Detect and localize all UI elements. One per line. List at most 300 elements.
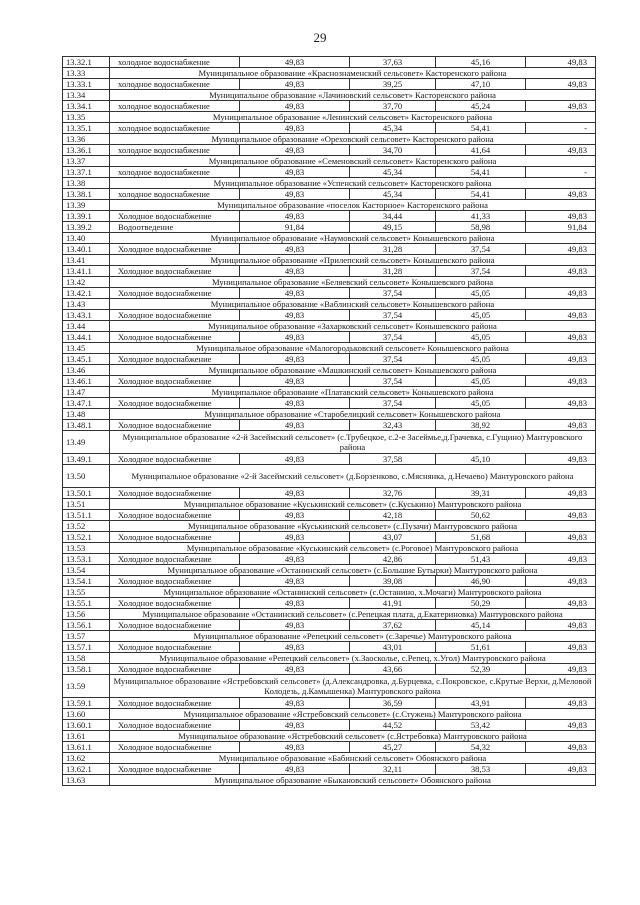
value-3: 54,32 (436, 742, 526, 753)
table-row (63, 101, 596, 112)
municipality-title: Муниципальное образование «Ленинский сельсовет» Касторенского района (110, 112, 596, 123)
municipality-title: Муниципальное образование «Машкинский сельсовет» Конышевского района (110, 365, 596, 376)
value-3: 52,39 (436, 664, 526, 675)
service-name: Холодное водоснабжение (110, 488, 240, 499)
value-3: 46,90 (436, 576, 526, 587)
service-name: Холодное водоснабжение (110, 598, 240, 609)
table-row (63, 354, 596, 365)
row-number: 13.47 (63, 387, 110, 398)
value-1: 49,83 (240, 101, 350, 112)
service-name: Холодное водоснабжение (110, 642, 240, 653)
value-1: 49,83 (240, 79, 350, 90)
value-1: 49,83 (240, 664, 350, 675)
municipality-title: Муниципальное образование «Ястребовский сельсовет» (д.Александровка, д.Бурцевка, с.Покровское, с.Крутые Верхи, д.Меловой Колодезь, д.Камышенка) Мантуровского района (110, 675, 596, 698)
value-1: 49,83 (240, 620, 350, 631)
value-4: 49,83 (526, 620, 596, 631)
value-2: 44,52 (350, 720, 436, 731)
table-row (63, 642, 596, 653)
value-1: 49,83 (240, 398, 350, 409)
section-title-row (63, 431, 596, 454)
row-number: 13.56.1 (63, 620, 110, 631)
value-4: 49,83 (526, 266, 596, 277)
row-number: 13.50 (63, 465, 110, 488)
section-title-row (63, 299, 596, 310)
value-3: 37,54 (436, 244, 526, 255)
value-2: 42,86 (350, 554, 436, 565)
value-2: 37,54 (350, 398, 436, 409)
row-number: 13.55 (63, 587, 110, 598)
service-name: Холодное водоснабжение (110, 532, 240, 543)
service-name: Холодное водоснабжение (110, 576, 240, 587)
value-1: 49,83 (240, 57, 350, 68)
municipality-title: Муниципальное образование «Быкановский сельсовет» Обоянского района (110, 775, 596, 786)
value-3: 53,42 (436, 720, 526, 731)
municipality-title: Муниципальное образование «Ваблинский сельсовет» Конышевского района (110, 299, 596, 310)
value-1: 49,83 (240, 642, 350, 653)
section-title-row (63, 609, 596, 620)
value-2: 45,27 (350, 742, 436, 753)
row-number: 13.53 (63, 543, 110, 554)
table-row (63, 398, 596, 409)
value-4: 49,83 (526, 576, 596, 587)
value-4: 49,83 (526, 664, 596, 675)
municipality-title: Муниципальное образование «Репецкий сельсовет» (х.Заоскольe, с.Репец, х.Угол) Мантуровского района (110, 653, 596, 664)
service-name: холодное водоснабжение (110, 167, 240, 178)
municipality-title: Муниципальное образование «поселок Касторное» Касторенского района (110, 200, 596, 211)
table-row (63, 698, 596, 709)
table-row (63, 488, 596, 499)
value-4: 91,84 (526, 222, 596, 233)
value-4: 49,83 (526, 488, 596, 499)
row-number: 13.32.1 (63, 57, 110, 68)
service-name: Холодное водоснабжение (110, 764, 240, 775)
value-3: 45,05 (436, 310, 526, 321)
value-4: 49,83 (526, 420, 596, 431)
row-number: 13.60 (63, 709, 110, 720)
row-number: 13.57 (63, 631, 110, 642)
value-2: 45,34 (350, 189, 436, 200)
municipality-title: Муниципальное образование «Останинский сельсовет» (с.Большие Бутырки) Мантуровского района (110, 565, 596, 576)
municipality-title: Муниципальное образование «Репецкий сельсовет» (с.Заречье) Мантуровского района (110, 631, 596, 642)
row-number: 13.35 (63, 112, 110, 123)
table-row (63, 420, 596, 431)
value-3: 45,05 (436, 376, 526, 387)
row-number: 13.38.1 (63, 189, 110, 200)
service-name: Холодное водоснабжение (110, 376, 240, 387)
service-name: Холодное водоснабжение (110, 288, 240, 299)
value-3: 45,05 (436, 288, 526, 299)
value-3: 50,62 (436, 510, 526, 521)
value-4: 49,83 (526, 288, 596, 299)
value-1: 49,83 (240, 454, 350, 465)
row-number: 13.62 (63, 753, 110, 764)
service-name: Холодное водоснабжение (110, 554, 240, 565)
row-number: 13.35.1 (63, 123, 110, 134)
row-number: 13.34.1 (63, 101, 110, 112)
value-3: 41,33 (436, 211, 526, 222)
row-number: 13.37 (63, 156, 110, 167)
value-2: 45,34 (350, 167, 436, 178)
municipality-title: Муниципальное образование «2-й Засеймский сельсовет» (с.Трубецкое, с.2-е Засеймье,д.Грачевка, с.Гущино) Мантуровского района (110, 431, 596, 454)
municipality-title: Муниципальное образование «Лачиновский сельсовет» Касторенского района (110, 90, 596, 101)
row-number: 13.52 (63, 521, 110, 532)
row-number: 13.36.1 (63, 145, 110, 156)
section-title-row (63, 521, 596, 532)
section-title-row (63, 653, 596, 664)
row-number: 13.51 (63, 499, 110, 510)
municipality-title: Муниципальное образование «Прилепский сельсовет» Конышевского района (110, 255, 596, 266)
value-3: 45,05 (436, 332, 526, 343)
table-body (63, 57, 596, 786)
value-4: 49,83 (526, 510, 596, 521)
value-4: 49,83 (526, 79, 596, 90)
section-title-row (63, 68, 596, 79)
service-name: Холодное водоснабжение (110, 510, 240, 521)
row-number: 13.43 (63, 299, 110, 310)
municipality-title: Муниципальное образование «Ястребовский сельсовет» (с.Ястребовка) Мантуровского района (110, 731, 596, 742)
row-number: 13.48.1 (63, 420, 110, 431)
value-3: 58,98 (436, 222, 526, 233)
row-number: 13.49.1 (63, 454, 110, 465)
value-4: 49,83 (526, 211, 596, 222)
row-number: 13.63 (63, 775, 110, 786)
section-title-row (63, 565, 596, 576)
table-row (63, 332, 596, 343)
row-number: 13.53.1 (63, 554, 110, 565)
row-number: 13.39 (63, 200, 110, 211)
tariff-table (62, 56, 596, 786)
value-4: 49,83 (526, 101, 596, 112)
value-3: 37,54 (436, 266, 526, 277)
value-2: 43,07 (350, 532, 436, 543)
row-number: 13.33 (63, 68, 110, 79)
row-number: 13.40 (63, 233, 110, 244)
row-number: 13.40.1 (63, 244, 110, 255)
section-title-row (63, 775, 596, 786)
table-row (63, 720, 596, 731)
value-4: - (526, 167, 596, 178)
value-3: 38,92 (436, 420, 526, 431)
row-number: 13.44 (63, 321, 110, 332)
row-number: 13.58 (63, 653, 110, 664)
service-name: Холодное водоснабжение (110, 620, 240, 631)
value-3: 45,05 (436, 354, 526, 365)
value-3: 39,31 (436, 488, 526, 499)
row-number: 13.45.1 (63, 354, 110, 365)
service-name: Холодное водоснабжение (110, 332, 240, 343)
value-2: 31,28 (350, 266, 436, 277)
row-number: 13.62.1 (63, 764, 110, 775)
municipality-title: Муниципальное образование «Наумовский сельсовет» Конышевского района (110, 233, 596, 244)
table-row (63, 167, 596, 178)
value-1: 49,83 (240, 145, 350, 156)
row-number: 13.47.1 (63, 398, 110, 409)
value-2: 45,34 (350, 123, 436, 134)
row-number: 13.58.1 (63, 664, 110, 675)
municipality-title: Муниципальное образование «Захарковский сельсовет» Конышевского района (110, 321, 596, 332)
service-name: Водоотведение (110, 222, 240, 233)
value-1: 49,83 (240, 211, 350, 222)
value-3: 54,41 (436, 123, 526, 134)
value-3: 51,43 (436, 554, 526, 565)
table-row (63, 266, 596, 277)
municipality-title: Муниципальное образование «Платавский сельсовет» Конышевского района (110, 387, 596, 398)
value-4: 49,83 (526, 57, 596, 68)
municipality-title: Муниципальное образование «Куськинский сельсовет» (с.Пузачи) Мантуровского района (110, 521, 596, 532)
value-4: 49,83 (526, 764, 596, 775)
row-number: 13.39.2 (63, 222, 110, 233)
section-title-row (63, 543, 596, 554)
value-4: 49,83 (526, 332, 596, 343)
value-1: 49,83 (240, 266, 350, 277)
row-number: 13.57.1 (63, 642, 110, 653)
row-number: 13.55.1 (63, 598, 110, 609)
row-number: 13.34 (63, 90, 110, 101)
table-row (63, 145, 596, 156)
municipality-title: Муниципальное образование «Семеновский сельсовет» Касторенского района (110, 156, 596, 167)
municipality-title: Муниципальное образование «Малогородьковский сельсовет» Конышевского района (110, 343, 596, 354)
municipality-title: Муниципальное образование «Останинский сельсовет» (с.Репецкая плата, д.Екатериновка) Мантуровского района (110, 609, 596, 620)
table-row (63, 620, 596, 631)
row-number: 13.45 (63, 343, 110, 354)
table-row (63, 123, 596, 134)
section-title-row (63, 112, 596, 123)
value-4: 49,83 (526, 310, 596, 321)
table-row (63, 554, 596, 565)
value-3: 47,10 (436, 79, 526, 90)
value-2: 36,59 (350, 698, 436, 709)
value-2: 32,43 (350, 420, 436, 431)
row-number: 13.42.1 (63, 288, 110, 299)
table-row (63, 244, 596, 255)
row-number: 13.36 (63, 134, 110, 145)
value-4: 49,83 (526, 698, 596, 709)
value-4: - (526, 123, 596, 134)
value-3: 54,41 (436, 167, 526, 178)
table-row (63, 598, 596, 609)
municipality-title: Муниципальное образование «Ястребовский сельсовет» (с.Стужень) Мантуровского района (110, 709, 596, 720)
row-number: 13.48 (63, 409, 110, 420)
table-row (63, 664, 596, 675)
section-title-row (63, 321, 596, 332)
row-number: 13.59 (63, 675, 110, 698)
value-2: 34,70 (350, 145, 436, 156)
section-title-row (63, 343, 596, 354)
table-row (63, 57, 596, 68)
row-number: 13.59.1 (63, 698, 110, 709)
value-3: 41,64 (436, 145, 526, 156)
municipality-title: Муниципальное образование «2-й Засеймский сельсовет» (д.Борзенково, с.Мяснянка, д.Нечаево) Мантуровского района (110, 465, 596, 488)
value-1: 49,83 (240, 244, 350, 255)
service-name: Холодное водоснабжение (110, 420, 240, 431)
value-1: 49,83 (240, 123, 350, 134)
value-4: 49,83 (526, 642, 596, 653)
row-number: 13.43.1 (63, 310, 110, 321)
row-number: 13.61 (63, 731, 110, 742)
service-name: Холодное водоснабжение (110, 698, 240, 709)
row-number: 13.52.1 (63, 532, 110, 543)
value-2: 37,54 (350, 354, 436, 365)
value-2: 37,54 (350, 332, 436, 343)
value-3: 54,41 (436, 189, 526, 200)
section-title-row (63, 134, 596, 145)
value-4: 49,83 (526, 554, 596, 565)
value-2: 43,66 (350, 664, 436, 675)
value-3: 45,24 (436, 101, 526, 112)
row-number: 13.46.1 (63, 376, 110, 387)
section-title-row (63, 387, 596, 398)
service-name: Холодное водоснабжение (110, 211, 240, 222)
value-1: 49,83 (240, 310, 350, 321)
value-2: 41,91 (350, 598, 436, 609)
value-1: 49,83 (240, 288, 350, 299)
value-1: 49,83 (240, 420, 350, 431)
value-2: 37,54 (350, 288, 436, 299)
value-2: 49,15 (350, 222, 436, 233)
section-title-row (63, 277, 596, 288)
service-name: холодное водоснабжение (110, 123, 240, 134)
value-1: 49,83 (240, 189, 350, 200)
row-number: 13.39.1 (63, 211, 110, 222)
value-3: 51,68 (436, 532, 526, 543)
value-1: 49,83 (240, 532, 350, 543)
value-4: 49,83 (526, 145, 596, 156)
municipality-title: Муниципальное образование «Останинский сельсовет» (с.Останино, х.Мочаги) Мантуровского района (110, 587, 596, 598)
service-name: Холодное водоснабжение (110, 664, 240, 675)
value-2: 39,08 (350, 576, 436, 587)
value-3: 45,16 (436, 57, 526, 68)
value-2: 31,28 (350, 244, 436, 255)
section-title-row (63, 178, 596, 189)
row-number: 13.37.1 (63, 167, 110, 178)
value-4: 49,83 (526, 532, 596, 543)
section-title-row (63, 200, 596, 211)
table-row (63, 532, 596, 543)
service-name: холодное водоснабжение (110, 57, 240, 68)
section-title-row (63, 709, 596, 720)
row-number: 13.56 (63, 609, 110, 620)
value-2: 37,54 (350, 310, 436, 321)
value-3: 43,91 (436, 698, 526, 709)
section-title-row (63, 587, 596, 598)
value-1: 49,83 (240, 332, 350, 343)
row-number: 13.51.1 (63, 510, 110, 521)
service-name: холодное водоснабжение (110, 79, 240, 90)
municipality-title: Муниципальное образование «Куськинский сельсовет» (с.Роговое) Мантуровского района (110, 543, 596, 554)
value-4: 49,83 (526, 398, 596, 409)
service-name: холодное водоснабжение (110, 145, 240, 156)
municipality-title: Муниципальное образование «Краснознаменский сельсовет» Касторенского района (110, 68, 596, 79)
row-number: 13.50.1 (63, 488, 110, 499)
service-name: холодное водоснабжение (110, 189, 240, 200)
row-number: 13.33.1 (63, 79, 110, 90)
section-title-row (63, 753, 596, 764)
value-3: 45,10 (436, 454, 526, 465)
table-row (63, 288, 596, 299)
municipality-title: Муниципальное образование «Беляевский сельсовет» Конышевского района (110, 277, 596, 288)
table-row (63, 742, 596, 753)
value-4: 49,83 (526, 189, 596, 200)
value-3: 45,05 (436, 398, 526, 409)
value-1: 49,83 (240, 376, 350, 387)
table-row (63, 222, 596, 233)
table-row (63, 79, 596, 90)
value-1: 49,83 (240, 576, 350, 587)
section-title-row (63, 233, 596, 244)
section-title-row (63, 731, 596, 742)
value-2: 37,63 (350, 57, 436, 68)
value-2: 42,18 (350, 510, 436, 521)
section-title-row (63, 255, 596, 266)
municipality-title: Муниципальное образование «Успенский сельсовет» Касторенского района (110, 178, 596, 189)
service-name: Холодное водоснабжение (110, 720, 240, 731)
value-3: 45,14 (436, 620, 526, 631)
table-row (63, 454, 596, 465)
table-row (63, 576, 596, 587)
value-2: 37,54 (350, 376, 436, 387)
section-title-row (63, 365, 596, 376)
row-number: 13.46 (63, 365, 110, 376)
row-number: 13.60.1 (63, 720, 110, 731)
row-number: 13.54.1 (63, 576, 110, 587)
value-3: 51,61 (436, 642, 526, 653)
value-1: 49,83 (240, 598, 350, 609)
table-row (63, 764, 596, 775)
page-number: 29 (313, 30, 327, 45)
value-1: 91,84 (240, 222, 350, 233)
section-title-row (63, 409, 596, 420)
section-title-row (63, 675, 596, 698)
row-number: 13.41.1 (63, 266, 110, 277)
service-name: холодное водоснабжение (110, 101, 240, 112)
value-1: 49,83 (240, 354, 350, 365)
section-title-row (63, 499, 596, 510)
service-name: Холодное водоснабжение (110, 742, 240, 753)
value-2: 37,70 (350, 101, 436, 112)
value-4: 49,83 (526, 376, 596, 387)
value-1: 49,83 (240, 554, 350, 565)
row-number: 13.49 (63, 431, 110, 454)
service-name: Холодное водоснабжение (110, 310, 240, 321)
value-2: 32,76 (350, 488, 436, 499)
service-name: Холодное водоснабжение (110, 454, 240, 465)
table-row (63, 211, 596, 222)
value-2: 37,58 (350, 454, 436, 465)
value-3: 38,53 (436, 764, 526, 775)
row-number: 13.44.1 (63, 332, 110, 343)
value-4: 49,83 (526, 454, 596, 465)
value-1: 49,83 (240, 764, 350, 775)
value-1: 49,83 (240, 720, 350, 731)
table-row (63, 189, 596, 200)
value-2: 37,62 (350, 620, 436, 631)
section-title-row (63, 156, 596, 167)
table-row (63, 376, 596, 387)
service-name: Холодное водоснабжение (110, 354, 240, 365)
value-4: 49,83 (526, 742, 596, 753)
section-title-row (63, 631, 596, 642)
row-number: 13.61.1 (63, 742, 110, 753)
value-1: 49,83 (240, 510, 350, 521)
row-number: 13.41 (63, 255, 110, 266)
value-4: 49,83 (526, 720, 596, 731)
service-name: Холодное водоснабжение (110, 398, 240, 409)
row-number: 13.54 (63, 565, 110, 576)
service-name: Холодное водоснабжение (110, 266, 240, 277)
value-4: 49,83 (526, 244, 596, 255)
value-1: 49,83 (240, 698, 350, 709)
value-2: 34,44 (350, 211, 436, 222)
